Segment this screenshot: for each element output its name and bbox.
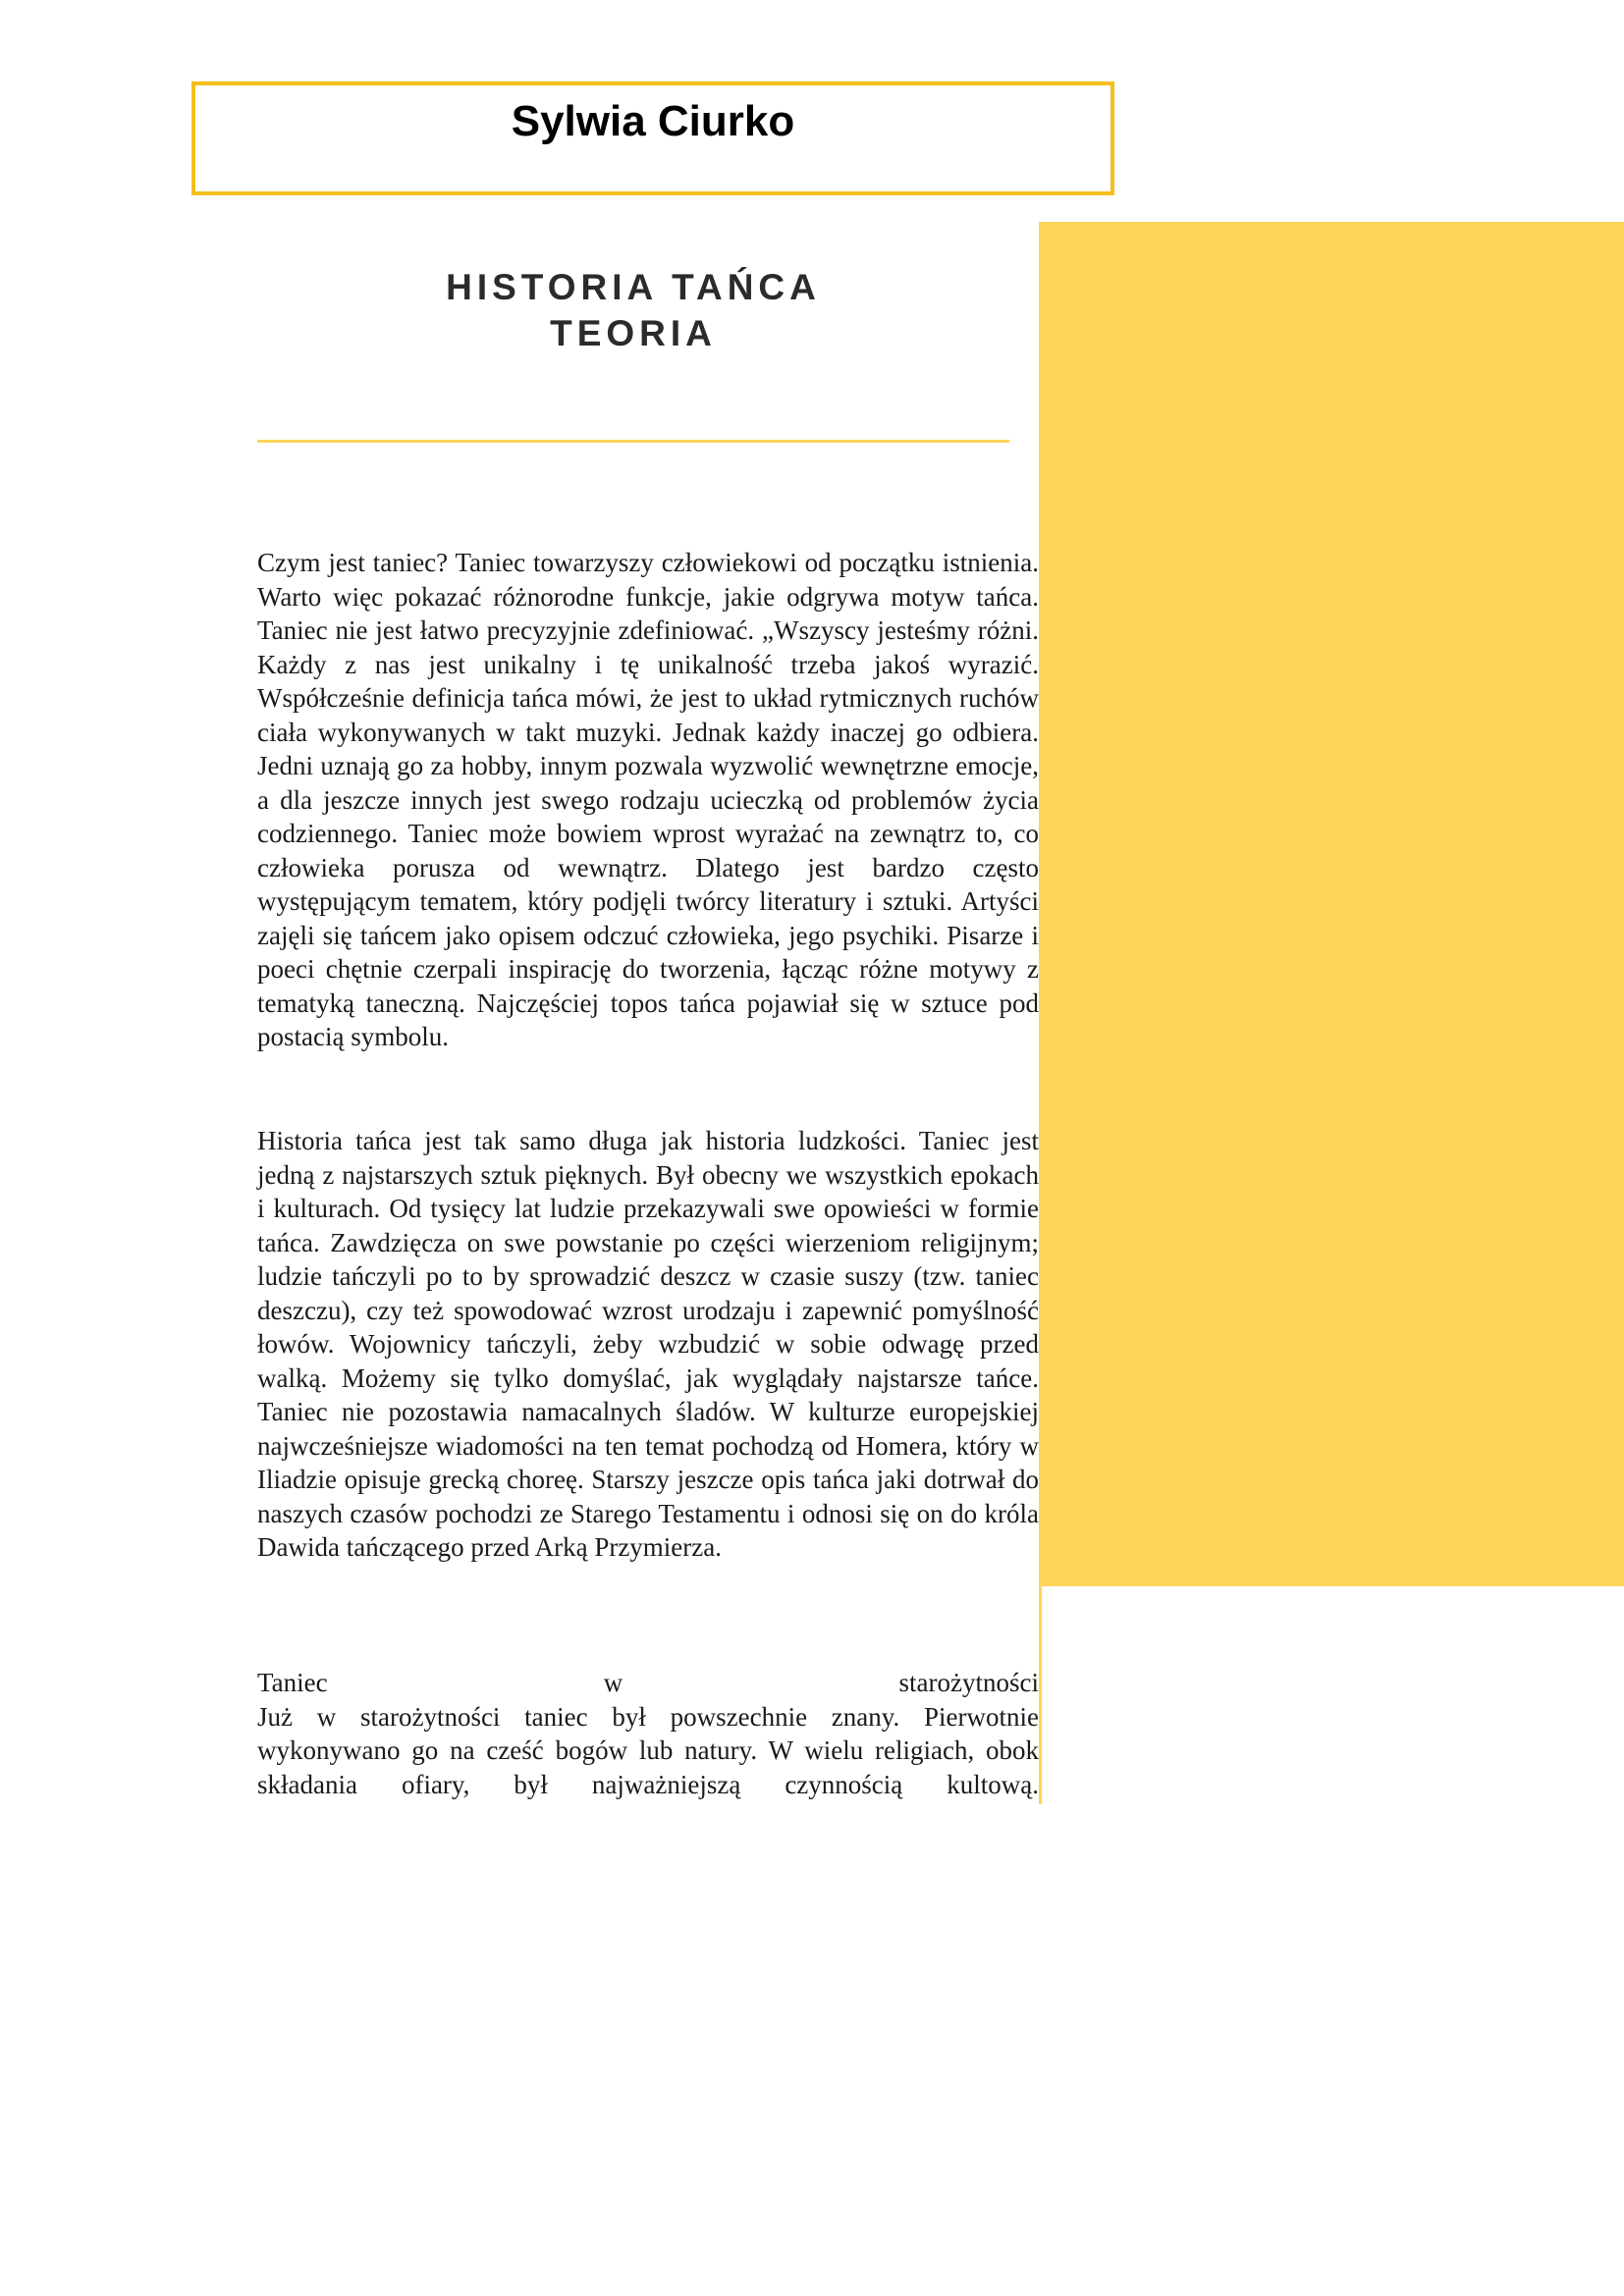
author-box xyxy=(191,81,1114,195)
paragraph-history: Historia tańca jest tak samo długa jak historia ludzkości. Taniec jest jedną z najstarszych sztuk pięknych. Był obecny we wszystkich epokach i kulturach. Od tysięcy lat ludzie przekazywali swe opowieści w formie tańca. Zawdzięcza on swe powstanie po części wierzeniom religijnym; ludzie tańczyli po to by sprowadzić deszcz w czasie suszy (tzw. taniec deszczu), czy też spowodować wzrost urodzaju i zapewnić pomyślność łowów. Wojownicy tańczyli, żeby wzbudzić w sobie odwagę przed walką. Możemy się tylko domyślać, jak wyglądały najstarsze tańce. Taniec nie pozostawia namacalnych śladów. W kulturze europejskiej najwcześniejsze wiadomości na ten temat pochodzą od Homera, który w Iliadzie opisuje grecką choreę. Starszy jeszcze opis tańca jaki dotrwał do naszych czasów pochodzi ze Starego Testamentu i odnosi się on do króla Dawida tańczącego przed Arką Przymierza. xyxy=(257,1126,1039,1562)
document-title: HISTORIA TAŃCA xyxy=(446,267,821,307)
section-heading: Taniec w starożytności xyxy=(257,1668,1039,1697)
document-subtitle: TEORIA xyxy=(550,313,717,353)
author-name: Sylwia Ciurko xyxy=(511,97,795,145)
section-antiquity xyxy=(257,1666,1039,1801)
decorative-yellow-edge xyxy=(1039,1586,1042,1804)
title-divider xyxy=(257,440,1009,443)
paragraph-intro: Czym jest taniec? Taniec towarzyszy człowiekowi od początku istnienia. Warto więc pokazać różnorodne funkcje, jakie odgrywa motyw tańca. Taniec nie jest łatwo precyzyjnie zdefiniować. „Wszyscy jesteśmy różni. Każdy z nas jest unikalny i tę unikalność trzeba jakoś wyrazić. Współcześnie definicja tańca mówi, że jest to układ rytmicznych ruchów ciała wykonywanych w takt muzyki. Jednak każdy inaczej go odbiera. Jedni uznają go za hobby, innym pozwala wyzwolić wewnętrzne emocje, a dla jeszcze innych jest swego rodzaju ucieczką od problemów życia codziennego. Taniec może bowiem wprost wyrażać na zewnątrz to, co człowieka porusza od wewnątrz. Dlatego jest bardzo często występującym tematem, który podjęli twórcy literatury i sztuki. Artyści zajęli się tańcem jako opisem odczuć człowieka, jego psychiki. Pisarze i poeci chętnie czerpali inspirację do tworzenia, łącząc różne motywy z tematyką taneczną. Najczęściej topos tańca pojawiał się w sztuce pod postacią symbolu. xyxy=(257,548,1039,1051)
paragraph-antiquity: Już w starożytności taniec był powszechnie znany. Pierwotnie wykonywano go na cześć bogów lub natury. W wielu religiach, obok składania ofiary, był najważniejszą czynnością kultową. xyxy=(257,1701,1039,1799)
decorative-yellow-block xyxy=(1039,222,1624,1586)
